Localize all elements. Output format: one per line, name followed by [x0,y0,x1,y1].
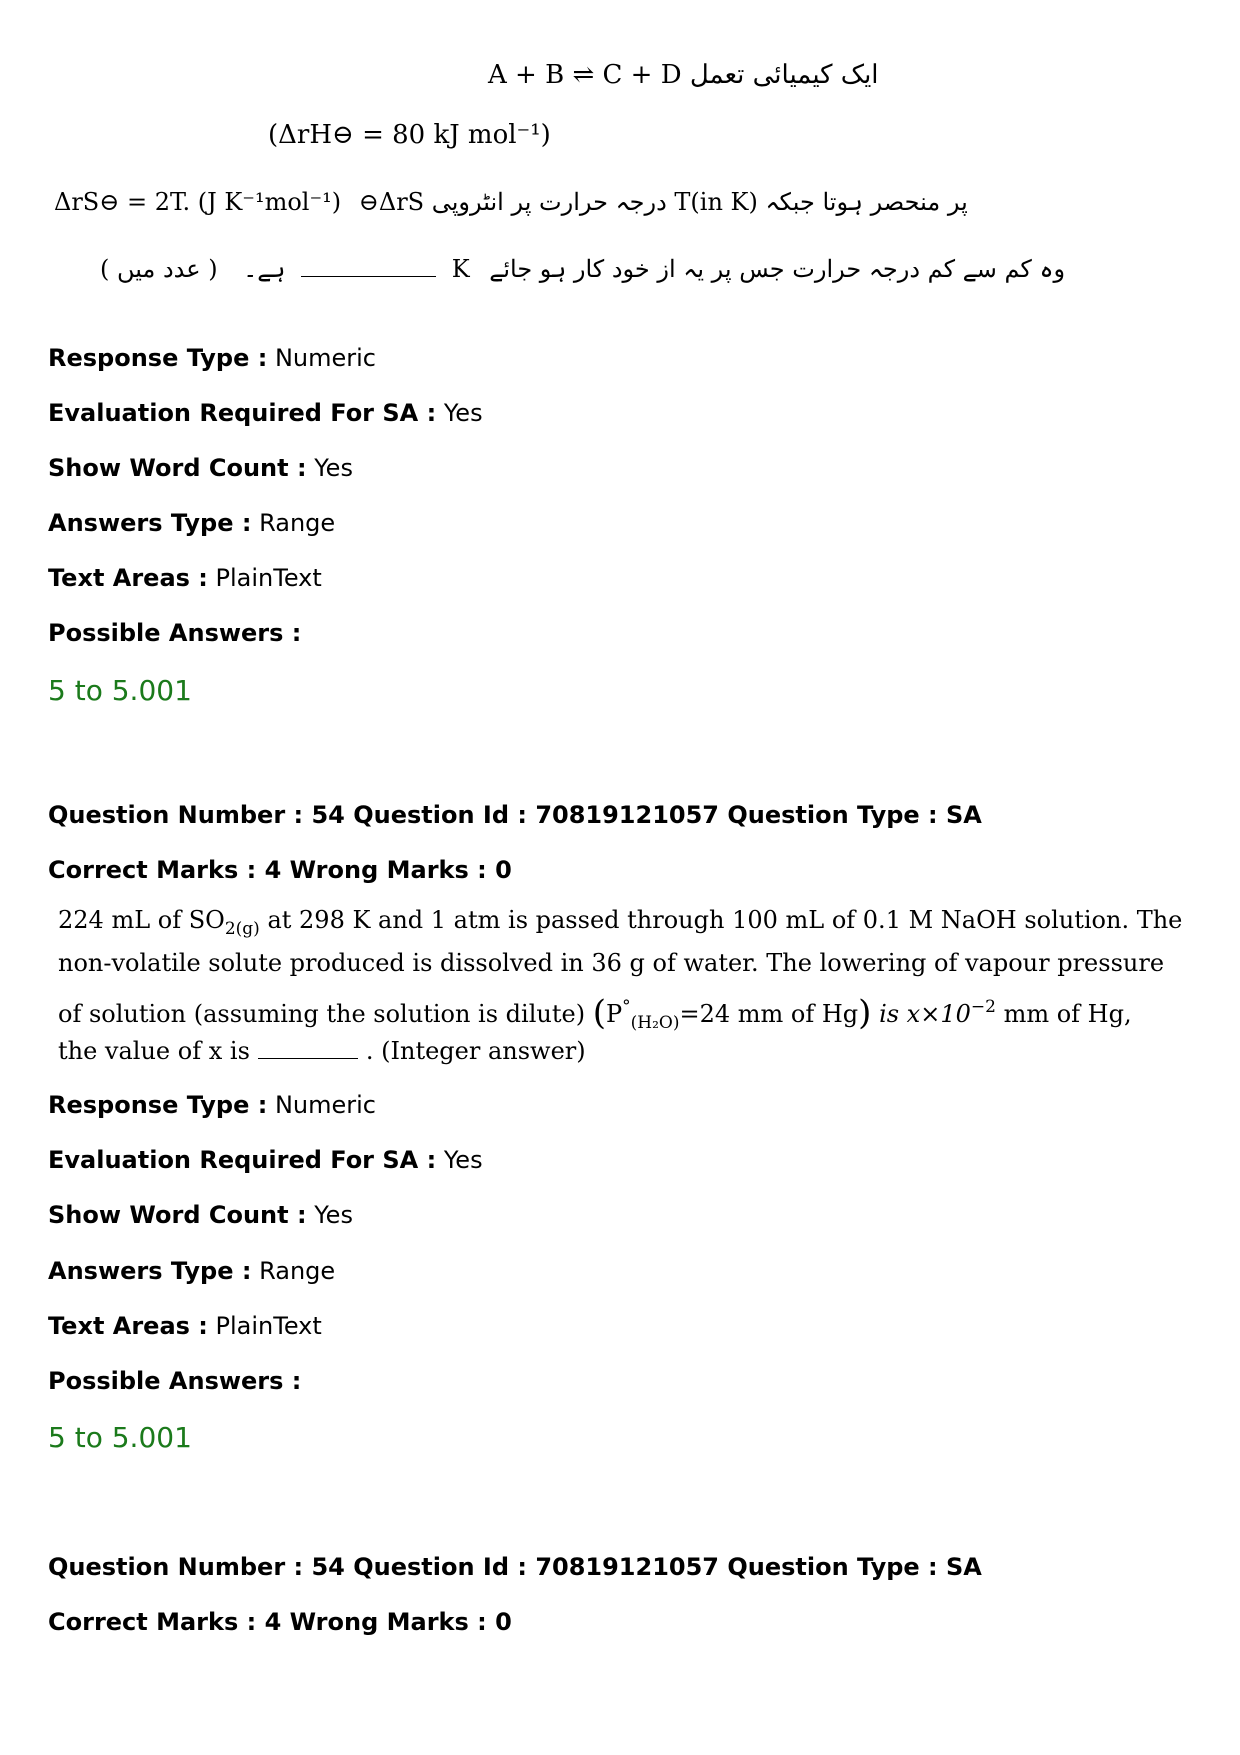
marks-line: Correct Marks : 4 Wrong Marks : 0 [48,1608,512,1636]
possible-answers-row [48,1366,301,1396]
text-areas-label: Text Areas : [48,1312,208,1340]
question-54-text [58,903,1183,1068]
degree-superscript: ° [622,997,631,1017]
answers-type-label: Answers Type : [48,1257,252,1285]
evaluation-value: Yes [443,1146,483,1174]
question-header: Question Number : 54 Question Id : 70819121057 Question Type : SA [48,1553,982,1581]
possible-answer: 5 to 5.001 [48,1421,192,1454]
word-count-label: Show Word Count : [48,454,307,482]
evaluation-row [48,1145,483,1175]
urdu-hai: ہے۔ [243,255,286,283]
urdu-text-1: ایک کیمیائی تعمل [689,60,879,90]
answer-blank [301,276,436,277]
evaluation-value: Yes [443,399,483,427]
word-count-label: Show Word Count : [48,1201,307,1229]
urdu-text-2: پر منحصر ہوتا جبکہ T(in K) درجہ حرارت پر انٹروپی ΔrS⊖ [358,188,968,216]
equation-line-1 [488,60,879,90]
evaluation-label: Evaluation Required For SA : [48,1146,437,1174]
entropy-line [54,188,968,216]
left-paren: ( [592,993,606,1033]
answers-type-row [48,508,335,538]
text-segment: . (Integer answer) [365,1037,586,1065]
text-segment: the value of x is [58,1037,250,1065]
response-type-row [48,343,376,373]
text-areas-row [48,1311,322,1341]
answers-type-label: Answers Type : [48,509,252,537]
response-type-value: Numeric [274,1091,376,1119]
text-areas-value: PlainText [215,564,322,592]
possible-answers-row [48,618,301,648]
reaction-equation: A + B ⇌ C + D [488,60,682,90]
unit-k: K [451,255,470,283]
possible-answer: 5 to 5.001 [48,674,192,707]
text-segment: mm of Hg, [995,1000,1132,1028]
question-header: Question Number : 54 Question Id : 70819121057 Question Type : SA [48,801,982,829]
text-segment: is x×10 [879,1000,971,1028]
question-text-line-2: non-volatile solute produced is dissolved in 36 g of water. The lowering of vapour pressure [58,949,1165,977]
subscript: 2(g) [224,919,260,939]
urdu-text-3: وہ کم سے کم درجہ حرارت جس پر یہ از خود کار ہو جائے [489,255,1066,283]
answers-type-value: Range [259,509,336,537]
text-areas-label: Text Areas : [48,564,208,592]
enthalpy-line: (ΔrH⊖ = 80 kJ mol⁻¹) [268,120,551,150]
question-line [100,255,1065,283]
entropy-expression: ΔrS⊖ = 2T. (J K⁻¹mol⁻¹) [54,188,342,216]
possible-answers-label: Possible Answers : [48,619,302,647]
response-type-row [48,1090,376,1120]
water-subscript: (H₂O) [630,1013,680,1033]
pressure-symbol: P [605,1000,623,1028]
possible-answers-label: Possible Answers : [48,1367,302,1395]
question-text-line-1 [58,903,1183,946]
exponent: −2 [970,997,996,1017]
question-53-image [40,50,1066,310]
evaluation-label: Evaluation Required For SA : [48,399,437,427]
response-type-label: Response Type : [48,344,268,372]
marks-line: Correct Marks : 4 Wrong Marks : 0 [48,856,512,884]
word-count-row [48,453,353,483]
answers-type-value: Range [259,1257,336,1285]
answer-blank [258,1058,358,1059]
response-type-value: Numeric [274,344,376,372]
word-count-value: Yes [314,1201,353,1229]
word-count-row [48,1200,353,1230]
text-areas-value: PlainText [215,1312,322,1340]
text-segment: 224 mL of SO [58,906,225,934]
question-text-line-3 [58,980,1132,1034]
text-segment: at 298 K and 1 atm is passed through 100 mL of 0.1 M NaOH solution. The [259,906,1183,934]
text-areas-row [48,563,322,593]
urdu-answer-hint: ( عدد میں ) [100,255,218,283]
right-paren: ) [858,993,872,1033]
question-text-line-4 [58,1034,948,1068]
word-count-value: Yes [314,454,353,482]
response-type-label: Response Type : [48,1091,268,1119]
evaluation-row [48,398,483,428]
pressure-value: =24 mm of Hg [679,1000,859,1028]
text-segment: of solution (assuming the solution is dilute) [58,1000,586,1028]
answers-type-row [48,1256,335,1286]
